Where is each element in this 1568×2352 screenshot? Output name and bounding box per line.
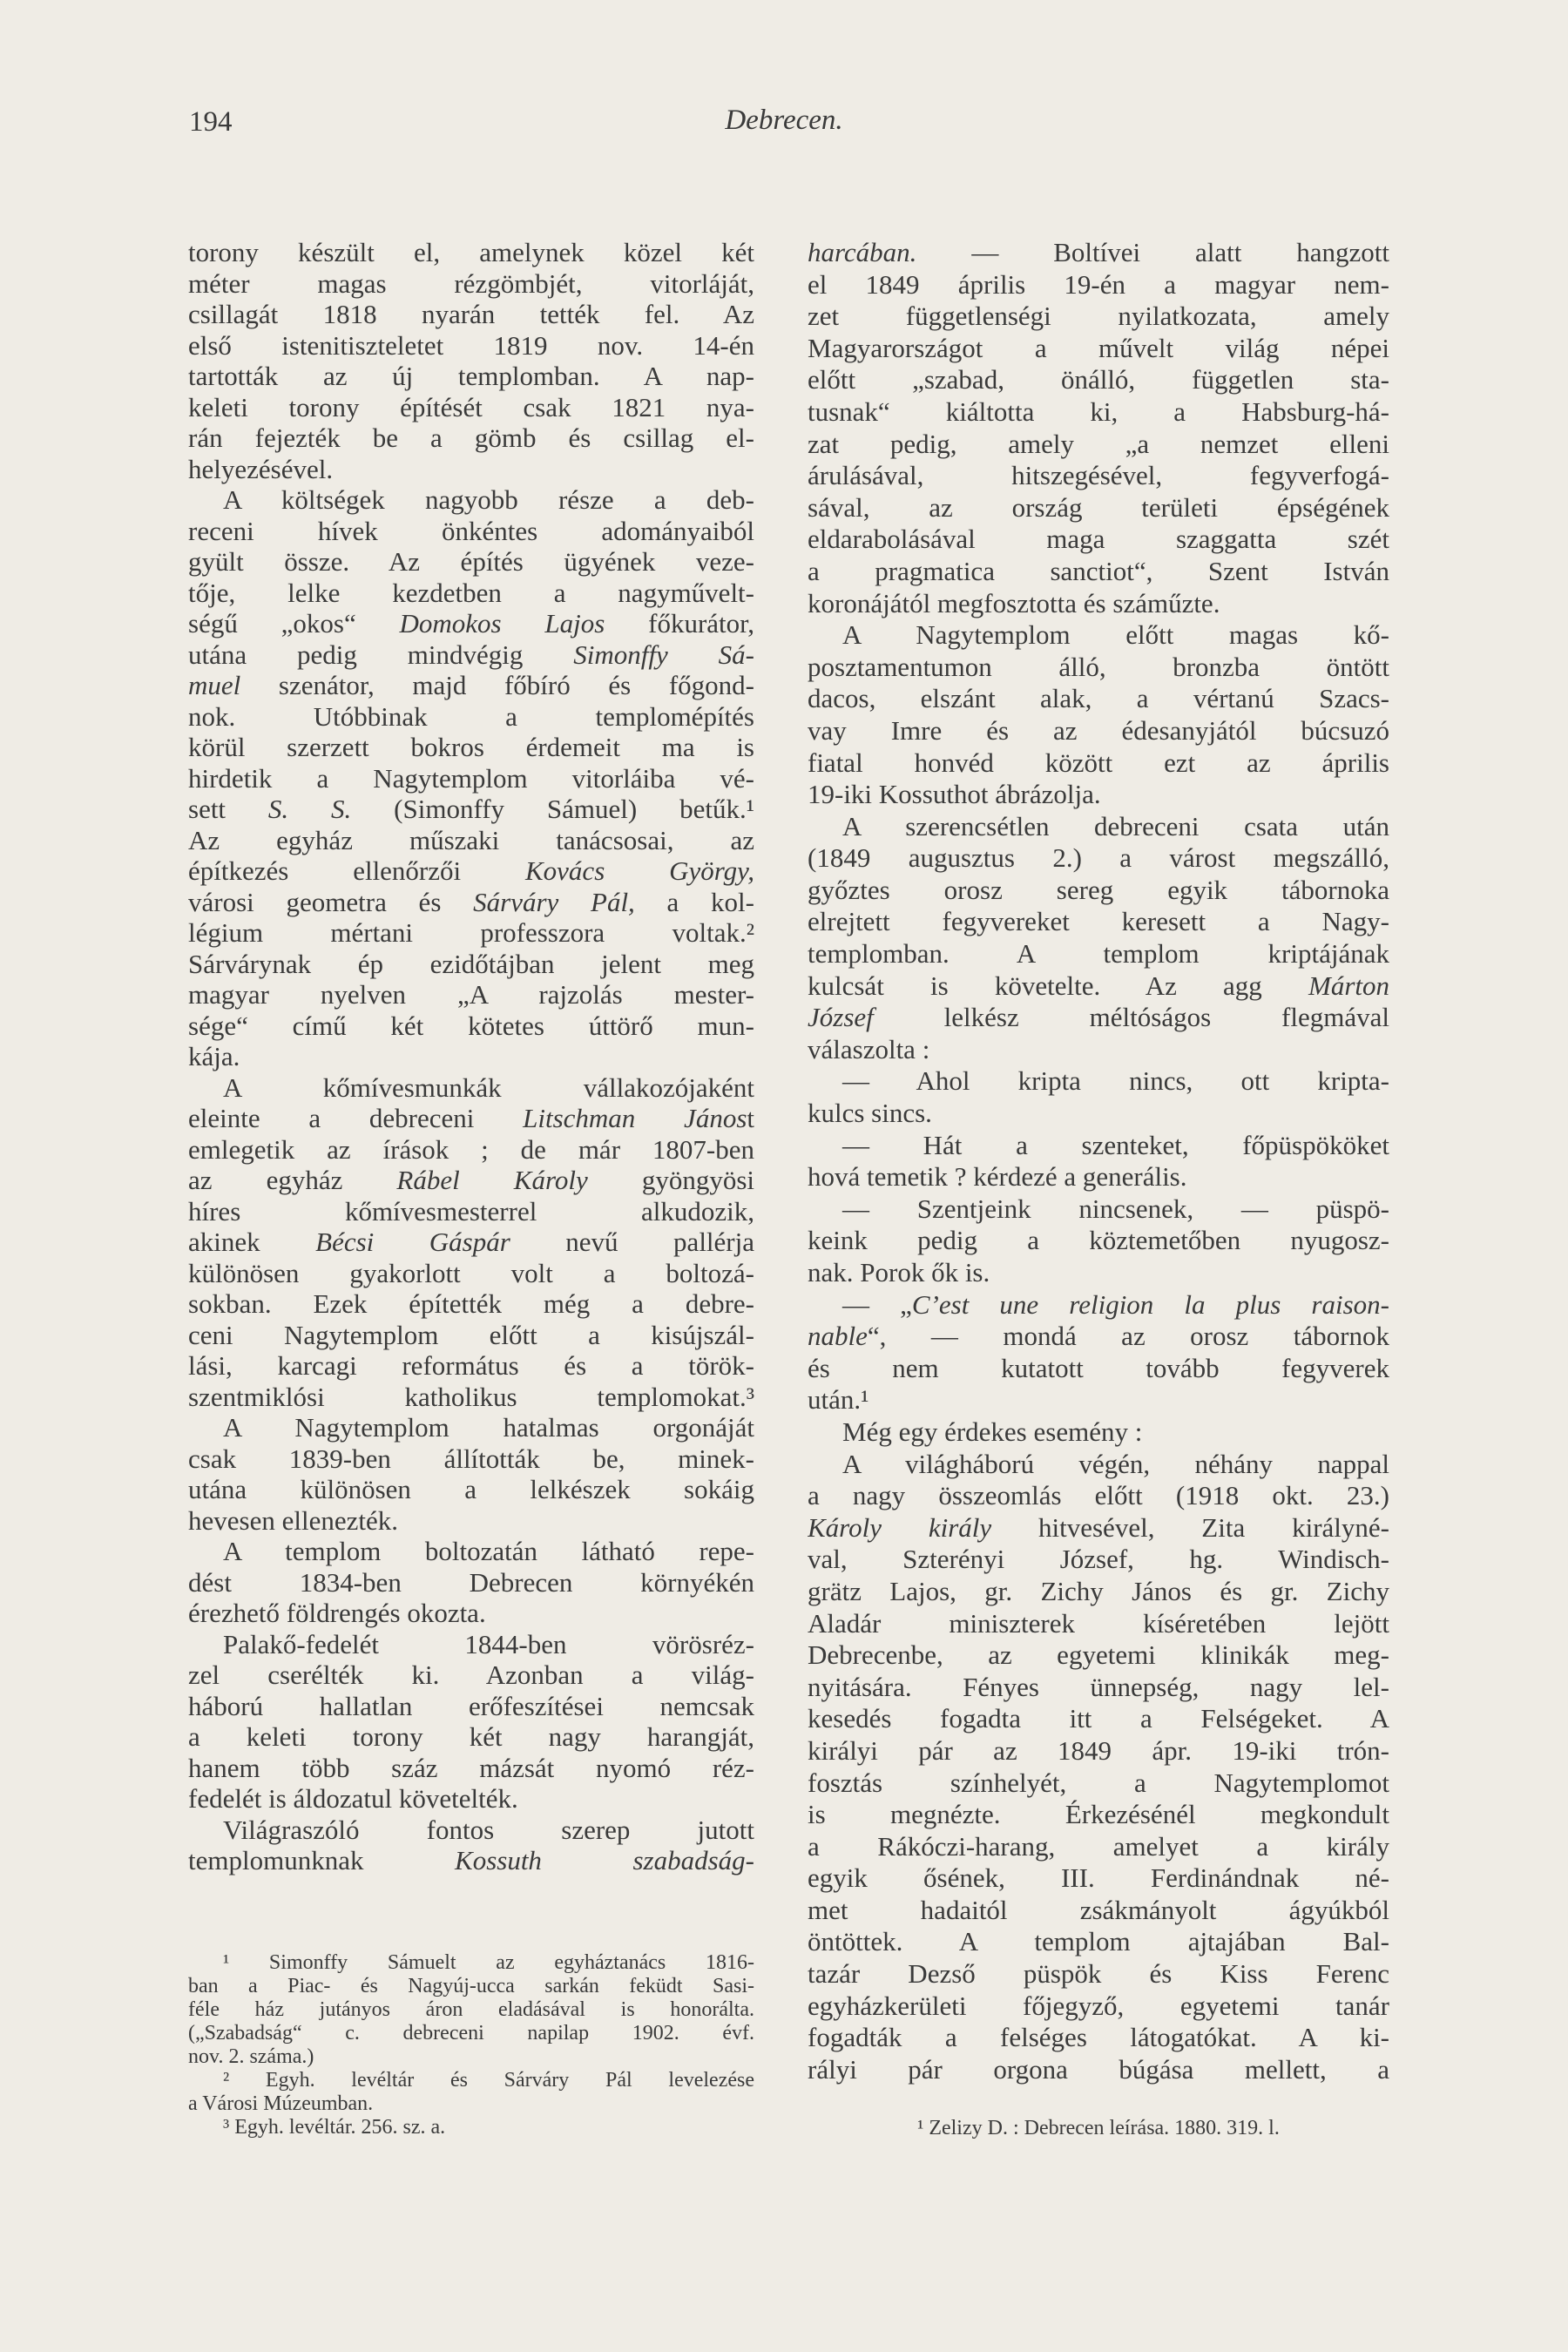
text-segment: hanem több száz mázsát nyomó réz- (188, 1752, 754, 1783)
text-segment: Palakő-fedelét 1844-ben vörösréz- (223, 1628, 754, 1659)
text-segment: lási, karcagi református és a török- (188, 1350, 754, 1381)
text-line (188, 670, 754, 701)
text-segment: Sárvárynak ép ezidőtájban jelent meg (188, 948, 754, 979)
text-segment: győztes orosz sereg egyik tábornoka (808, 874, 1389, 905)
page-number: 194 (189, 106, 233, 138)
text-line (808, 1480, 1389, 1512)
text-segment: féle ház jutányos áron eladásával is honorálta. (188, 1998, 754, 2021)
text-segment: utána különösen a lelkészek sokáig (188, 1474, 754, 1504)
text-line (808, 652, 1389, 684)
text-segment: fedelét is áldozatul követelték. (188, 1783, 518, 1814)
text-segment: hirdetik a Nagytemplom vitorláiba vé- (188, 762, 754, 794)
text-segment: templomunknak (188, 1845, 456, 1876)
footnote-line (188, 1951, 754, 1975)
text-line (808, 1353, 1389, 1385)
text-line (188, 1382, 754, 1413)
text-line (188, 1629, 754, 1660)
text-line (808, 970, 1389, 1003)
text-line (808, 364, 1389, 396)
text-segment: háború hallatlan erőfeszítései nemcsak (188, 1690, 754, 1721)
text-line (188, 1536, 754, 1567)
text-line (808, 1895, 1389, 1927)
text-segment: csillagát 1818 nyarán tették fel. Az (188, 299, 754, 329)
text-segment: érezhető földrengés okozta. (188, 1598, 486, 1628)
text-line (808, 2022, 1389, 2054)
text-line (188, 1288, 754, 1320)
text-segment: ¹ Simonffy Sámuelt az egyháztanács 1816- (223, 1951, 754, 1974)
italic-segment: Kovács György, (525, 855, 754, 886)
text-line (808, 1034, 1389, 1066)
text-segment: zet függetlenségi nyilatkozata, amely (808, 301, 1389, 332)
text-line (808, 492, 1389, 524)
text-segment: (1849 augusztus 2.) a várost megszálló, (808, 842, 1389, 874)
text-segment: gyült össze. Az építés ügyének veze- (188, 546, 754, 577)
text-line (808, 2054, 1389, 2086)
text-segment: — „ (842, 1288, 912, 1320)
text-segment: rályi pár orgona búgása mellett, a (808, 2053, 1389, 2085)
text-segment: híres kőmívesmesterrel alkudozik, (188, 1195, 754, 1227)
text-line (188, 639, 754, 671)
text-segment: hitvesével, Zita királyné- (991, 1511, 1389, 1543)
text-line (188, 1443, 754, 1475)
italic-segment: Sárváry Pál, (473, 886, 635, 917)
text-line (188, 484, 754, 516)
text-segment: Világraszóló fontos szerep jutott (223, 1814, 754, 1845)
text-line (188, 422, 754, 454)
text-segment: dacos, elszánt alak, a vértanú Szacs- (808, 683, 1389, 714)
left-footnotes (188, 1951, 754, 2139)
text-line (808, 1735, 1389, 1767)
footnote-line (188, 1998, 754, 2022)
text-segment: öntöttek. A templom ajtajában Bal- (808, 1926, 1389, 1957)
italic-segment: muel (188, 670, 241, 700)
text-segment: — Boltívei alatt hangzott (916, 237, 1389, 267)
text-line (188, 1659, 754, 1691)
text-line (808, 301, 1389, 333)
text-line (808, 906, 1389, 938)
text-line (188, 1072, 754, 1104)
text-line (808, 619, 1389, 652)
text-segment: tazár Dezső püspök és Kiss Ferenc (808, 1958, 1389, 1990)
text-line (188, 887, 754, 918)
text-line (808, 1831, 1389, 1863)
text-segment: a nagy összeomlás előtt (1918 okt. 23.) (808, 1480, 1389, 1511)
text-segment: met hadaitól zsákmányolt ágyúkból (808, 1894, 1389, 1925)
text-line (808, 1289, 1389, 1321)
text-line (808, 1065, 1389, 1098)
text-segment: első istenitiszteletet 1819 nov. 14-én (188, 329, 754, 361)
text-segment: “, — mondá az orosz tábornok (867, 1321, 1389, 1352)
text-segment: egyik ősének, III. Ferdinándnak né- (808, 1862, 1389, 1894)
text-segment: A templom boltozatán látható repe- (223, 1536, 754, 1566)
text-segment: helyezésével. (188, 453, 334, 484)
text-segment: sett (188, 794, 268, 824)
text-line (188, 361, 754, 392)
text-line (808, 1416, 1389, 1449)
text-line (808, 1544, 1389, 1576)
text-segment: koronájától megfosztotta és száműzte. (808, 587, 1220, 618)
text-segment: zel cserélték ki. Azonban a világ- (188, 1659, 754, 1690)
text-segment: válaszolta : (808, 1033, 930, 1064)
text-segment: ban a Piac- és Nagyúj-ucca sarkán feküdt Sasi- (188, 1975, 754, 1997)
text-segment: gyöngyösi (587, 1165, 754, 1195)
text-line (808, 1161, 1389, 1193)
text-segment: akinek (188, 1227, 316, 1257)
text-segment: és nem kutatott tovább fegyverek (808, 1352, 1389, 1383)
text-line (188, 454, 754, 485)
footnote-line (808, 2117, 1389, 2140)
text-line (808, 1639, 1389, 1672)
text-segment: sokban. Ezek építették még a debre- (188, 1288, 754, 1319)
italic-segment: S. S. (267, 794, 352, 824)
text-segment: A költségek nagyobb része a deb- (223, 484, 754, 515)
text-segment: dést 1834-ben Debrecen környékén (188, 1566, 754, 1598)
text-line (808, 269, 1389, 301)
text-segment: (Simonffy Sámuel) betűk.¹ (351, 794, 754, 824)
text-line (188, 701, 754, 733)
text-segment: körül szerzett bokros érdemeit ma is (188, 732, 754, 762)
text-line (808, 429, 1389, 461)
text-segment: Aladár miniszterek kíséretében lejött (808, 1607, 1389, 1639)
text-line (808, 1002, 1389, 1034)
text-segment: légium mértani professzora voltak.² (188, 917, 754, 948)
text-segment: A világháború végén, néhány nappal (842, 1448, 1389, 1479)
text-line (808, 1512, 1389, 1544)
text-segment: is megnézte. Érkezésénél megkondult (808, 1799, 1389, 1830)
italic-segment: Károly király (808, 1511, 992, 1543)
text-line (808, 1449, 1389, 1481)
text-line (808, 1958, 1389, 1990)
text-line (188, 1691, 754, 1722)
text-segment: sége“ című két kötetes úttörő mun- (188, 1010, 754, 1041)
italic-segment: József (808, 1002, 874, 1033)
text-segment: nyitására. Fényes ünnepség, nagy lel- (808, 1671, 1389, 1702)
text-segment: főkurátor, (605, 608, 754, 639)
text-segment: — Ahol kripta nincs, ott kripta- (842, 1065, 1389, 1097)
text-line (188, 299, 754, 330)
text-line (808, 1672, 1389, 1704)
text-segment: t (747, 1103, 754, 1133)
text-segment: magyar nyelven „A rajzolás mester- (188, 979, 754, 1010)
text-segment: kulcs sincs. (808, 1098, 932, 1129)
text-line (188, 237, 754, 268)
text-line (188, 855, 754, 887)
text-line (188, 1010, 754, 1042)
text-segment: A Nagytemplom hatalmas orgonáját (223, 1412, 754, 1443)
text-segment: — Hát a szenteket, főpüspököket (842, 1129, 1389, 1160)
footnote-line (188, 2022, 754, 2045)
italic-segment: harcában. (808, 237, 917, 267)
text-line (188, 578, 754, 609)
text-line (188, 1721, 754, 1753)
text-segment: ségű „okos“ (188, 608, 400, 639)
text-segment: torony készült el, amelynek közel két (188, 237, 754, 267)
text-segment: egyházkerületi főjegyző, egyetemi tanár (808, 1990, 1389, 2021)
text-line (808, 1767, 1389, 1800)
text-line (188, 608, 754, 639)
text-segment: hová temetik ? kérdezé a generális. (808, 1161, 1187, 1193)
text-segment: („Szabadság“ c. debreceni napilap 1902. évf. (188, 2022, 754, 2044)
text-line (188, 1474, 754, 1505)
text-line (188, 1041, 754, 1072)
footnote-line (188, 2116, 754, 2139)
text-line (808, 779, 1389, 811)
text-segment: nok. Utóbbinak a templomépítés (188, 700, 754, 732)
text-line (188, 763, 754, 794)
text-line (808, 747, 1389, 780)
text-segment: tője, lelke kezdetben a nagyművelt- (188, 577, 754, 608)
italic-segment: Bécsi Gáspár (315, 1227, 510, 1257)
text-line (808, 938, 1389, 970)
text-segment: nak. Porok ők is. (808, 1257, 990, 1288)
italic-segment: Kossuth szabadság- (455, 1845, 754, 1876)
text-segment: árulásával, hitszegésével, fegyverfogá- (808, 460, 1389, 491)
italic-segment: nable (808, 1321, 868, 1352)
text-segment: ¹ Zelizy D. : Debrecen leírása. 1880. 319. l. (917, 2117, 1280, 2139)
text-segment: emlegetik az írások ; de már 1807-ben (188, 1133, 754, 1165)
text-segment: elrejtett fegyvereket keresett a Nagy- (808, 906, 1389, 937)
text-segment: keink pedig a köztemetőben nyugosz- (808, 1225, 1389, 1256)
text-segment: A kőmívesmunkák vállakozójaként (223, 1071, 754, 1103)
text-line (808, 524, 1389, 556)
text-line (188, 268, 754, 300)
text-segment: zat pedig, amely „a nemzet elleni (808, 428, 1389, 459)
text-line (808, 683, 1389, 715)
text-line (808, 1608, 1389, 1640)
text-segment: kesedés fogadta itt a Felségeket. A (808, 1703, 1389, 1734)
text-line (188, 1258, 754, 1289)
text-line (188, 794, 754, 825)
text-segment: előtt „szabad, önálló, független sta- (808, 364, 1389, 395)
text-segment: városi geometra és (188, 886, 474, 917)
text-segment: receni hívek önkéntes adományaiból (188, 515, 754, 546)
italic-segment: Domokos Lajos (399, 608, 605, 639)
text-line (188, 1165, 754, 1196)
text-segment: tusnak“ kiáltotta ki, a Habsburg-há- (808, 395, 1389, 427)
text-line (808, 396, 1389, 429)
italic-segment: C’est une religion la plus raison- (911, 1288, 1389, 1320)
text-segment: a pragmatica sanctiot“, Szent István (808, 555, 1389, 586)
text-segment: az egyház (188, 1165, 397, 1195)
text-line (188, 1412, 754, 1443)
text-line (188, 949, 754, 980)
text-segment: fosztás színhelyét, a Nagytemplomot (808, 1767, 1389, 1798)
italic-segment: Simonffy Sá- (573, 639, 754, 670)
text-line (808, 237, 1389, 269)
text-segment: eldarabolásával maga szaggatta szét (808, 524, 1389, 555)
footnote-line (188, 2069, 754, 2092)
text-line (808, 1990, 1389, 2023)
italic-segment: Litschman János (523, 1103, 747, 1133)
text-segment: szentmiklósi katholikus templomokat.³ (188, 1381, 754, 1412)
text-line (188, 917, 754, 949)
text-segment: hevesen ellenezték. (188, 1504, 398, 1536)
text-segment: ³ Egyh. levéltár. 256. sz. a. (223, 2116, 446, 2139)
text-line (808, 1193, 1389, 1226)
right-footnotes (808, 2117, 1389, 2140)
text-line (188, 1753, 754, 1784)
right-column (808, 237, 1389, 2085)
text-line (188, 1196, 754, 1227)
text-segment: — Szentjeink nincsenek, — püspö- (842, 1193, 1389, 1224)
text-line (808, 1703, 1389, 1735)
text-line (188, 1227, 754, 1258)
text-segment: el 1849 április 19-én a magyar nem- (808, 268, 1389, 300)
text-line (188, 1598, 754, 1629)
text-line (808, 1257, 1389, 1289)
italic-segment: Márton (1308, 970, 1389, 1001)
text-segment: templomban. A templom kriptájának (808, 938, 1389, 970)
text-segment: posztamentumon álló, bronzba öntött (808, 651, 1389, 682)
text-segment: után.¹ (808, 1384, 869, 1416)
text-line (188, 1815, 754, 1846)
text-segment: A szerencsétlen debreceni csata után (842, 810, 1389, 841)
text-line (808, 1130, 1389, 1162)
text-line (808, 556, 1389, 588)
text-segment: val, Szterényi József, hg. Windisch- (808, 1544, 1389, 1575)
text-segment: nov. 2. száma.) (188, 2045, 314, 2068)
text-line (808, 1384, 1389, 1416)
text-segment: építkezés ellenőrzői (188, 855, 525, 886)
text-segment: A Nagytemplom előtt magas kő- (842, 619, 1389, 651)
footnote-line (188, 2092, 754, 2116)
text-line (808, 460, 1389, 492)
text-line (188, 1783, 754, 1815)
text-segment: méter magas rézgömbjét, vitorláját, (188, 267, 754, 299)
text-segment: eleinte a debreceni (188, 1103, 524, 1133)
text-segment: Az egyház műszaki tanácsosai, az (188, 824, 754, 855)
running-title: Debrecen. (725, 105, 843, 136)
text-segment: ² Egyh. levéltár és Sárváry Pál levelezése (223, 2069, 754, 2092)
text-line (808, 811, 1389, 843)
text-line (188, 825, 754, 856)
text-line (808, 1225, 1389, 1257)
text-line (188, 392, 754, 423)
text-line (808, 333, 1389, 365)
text-line (188, 732, 754, 763)
text-line (808, 715, 1389, 747)
text-line (188, 1505, 754, 1537)
text-segment: a Rákóczi-harang, amelyet a király (808, 1830, 1389, 1862)
text-line (188, 546, 754, 578)
text-segment: Magyarországot a művelt világ népei (808, 332, 1389, 363)
text-segment: csak 1839-ben állították be, minek- (188, 1443, 754, 1474)
footnote-line (188, 1975, 754, 1998)
text-line (808, 1799, 1389, 1831)
text-line (808, 875, 1389, 907)
text-segment: a kol- (634, 886, 754, 917)
text-line (188, 979, 754, 1010)
text-line (188, 1320, 754, 1351)
text-line (188, 330, 754, 362)
text-segment: kája. (188, 1041, 240, 1071)
text-segment: a Városi Múzeumban. (188, 2092, 374, 2115)
text-segment: fogadták a felséges látogatókat. A ki- (808, 2022, 1389, 2053)
text-segment: vay Imre és az édesanyjától búcsuzó (808, 714, 1389, 746)
text-line (808, 1098, 1389, 1130)
text-line (188, 1567, 754, 1598)
text-segment: lelkész méltóságos flegmával (873, 1002, 1389, 1033)
text-segment: 19-iki Kossuthot ábrázolja. (808, 779, 1101, 810)
text-segment: sával, az ország területi épségének (808, 491, 1389, 523)
text-line (188, 1845, 754, 1876)
text-segment: kulcsát is követelte. Az agg (808, 970, 1308, 1001)
text-segment: ceni Nagytemplom előtt a kisújszál- (188, 1319, 754, 1350)
text-segment: királyi pár az 1849 ápr. 19-iki trón- (808, 1734, 1389, 1766)
text-segment: különösen gyakorlott volt a boltozá- (188, 1257, 754, 1288)
text-segment: Még egy érdekes esemény : (842, 1416, 1143, 1447)
text-line (808, 588, 1389, 620)
left-column (188, 237, 754, 1876)
text-segment: tartották az új templomban. A nap- (188, 361, 754, 391)
text-segment: nevű pallérja (510, 1227, 754, 1257)
text-segment: szenátor, majd főbíró és főgond- (240, 670, 754, 700)
text-line (808, 1321, 1389, 1353)
text-segment: grätz Lajos, gr. Zichy János és gr. Zichy (808, 1575, 1389, 1606)
text-line (808, 842, 1389, 875)
footnote-line (188, 2045, 754, 2069)
text-segment: Debrecenbe, az egyetemi klinikák meg- (808, 1639, 1389, 1671)
text-line (808, 1576, 1389, 1608)
text-segment: a keleti torony két nagy harangját, (188, 1721, 754, 1752)
text-segment: fiatal honvéd között ezt az április (808, 747, 1389, 778)
text-segment: rán fejezték be a gömb és csillag el- (188, 422, 754, 453)
text-segment: utána pedig mindvégig (188, 639, 574, 670)
text-line (188, 516, 754, 547)
text-line (188, 1103, 754, 1134)
italic-segment: Rábel Károly (396, 1165, 588, 1195)
text-line (808, 1926, 1389, 1958)
text-segment: keleti torony építését csak 1821 nya- (188, 391, 754, 422)
text-line (808, 1862, 1389, 1895)
text-line (188, 1350, 754, 1382)
text-line (188, 1134, 754, 1166)
